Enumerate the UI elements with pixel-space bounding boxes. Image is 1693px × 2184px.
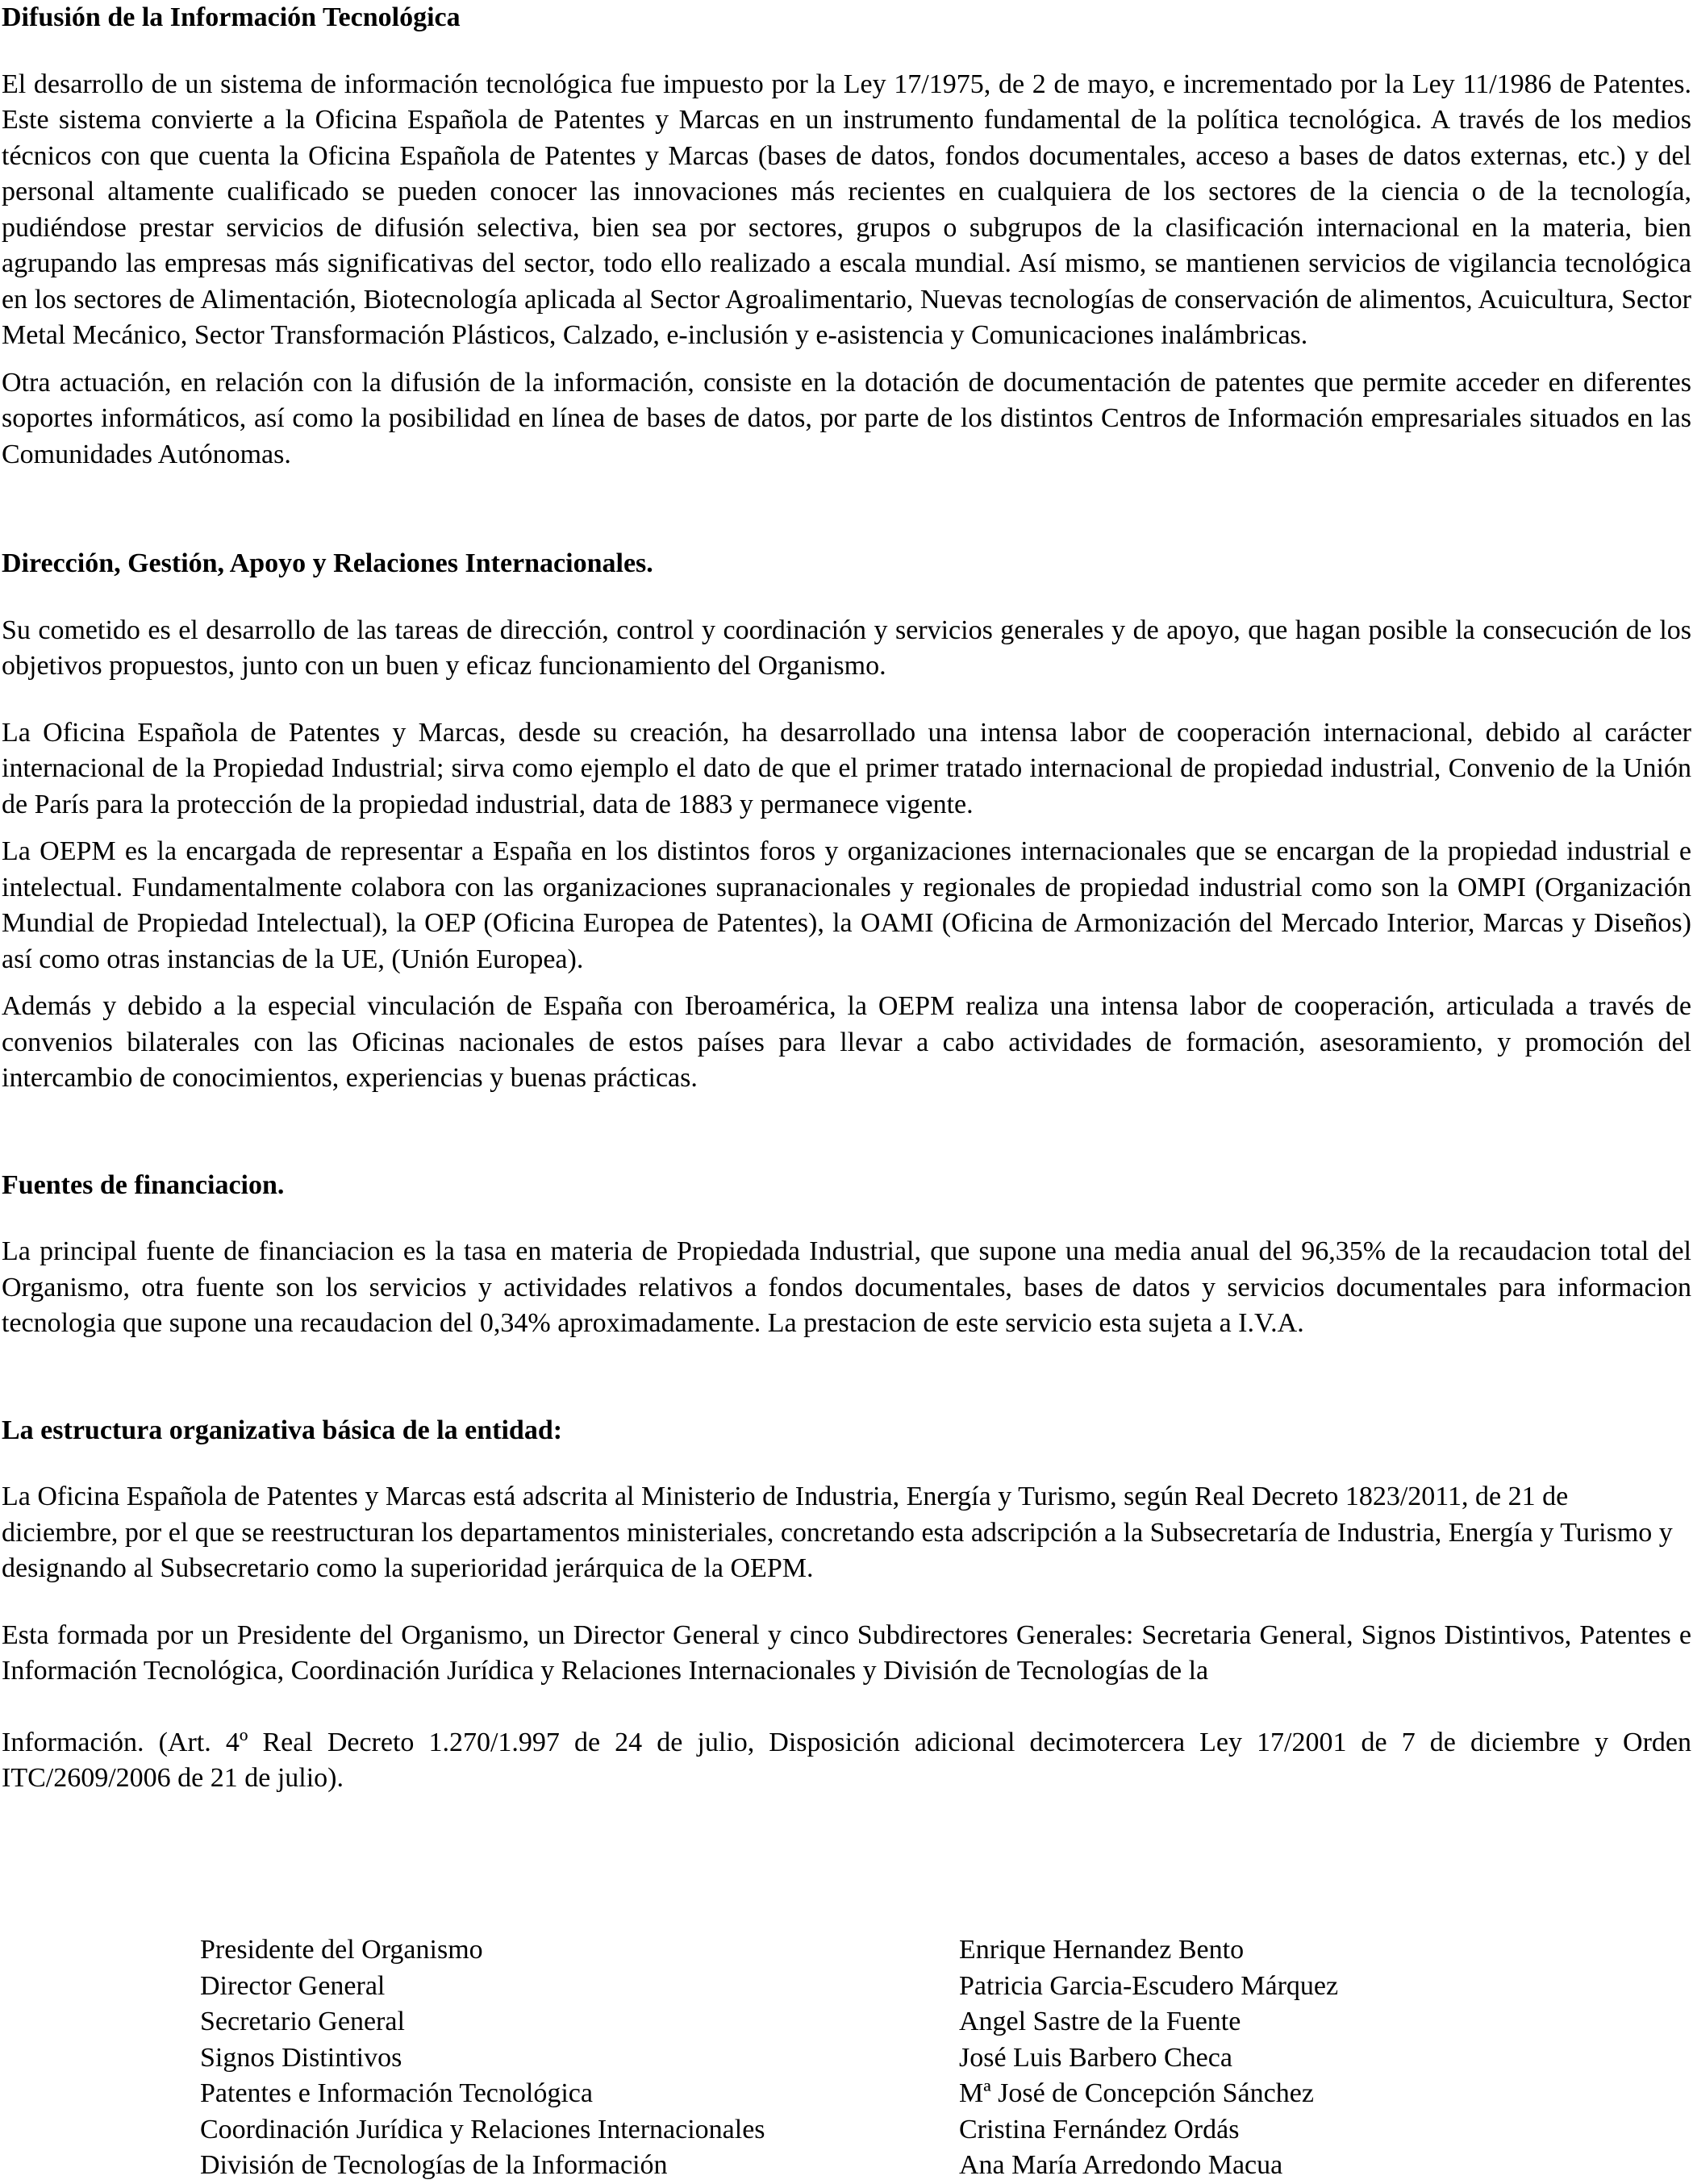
official-row bbox=[0, 2148, 1693, 2184]
paragraph-difusion-2: Otra actuación, en relación con la difusión de la información, consiste en la dotación de documentación de patentes que permite acceder en diferentes soportes informáticos, así como la posibilidad en línea de bases de datos, por parte de los distintos Centros de Información empresariales situados en las Comunidades Autónomas. bbox=[2, 367, 1691, 469]
official-role: Patentes e Información Tecnológica bbox=[200, 2078, 593, 2108]
official-row bbox=[0, 2076, 1693, 2112]
section-heading-financiacion: Fuentes de financiacion. bbox=[2, 1169, 285, 1200]
official-role: División de Tecnologías de la Información bbox=[200, 2150, 668, 2180]
official-name: Ana María Arredondo Macua bbox=[959, 2150, 1283, 2180]
official-role: Director General bbox=[200, 1970, 386, 2001]
official-name: Patricia Garcia-Escudero Márquez bbox=[959, 1970, 1339, 2001]
official-name: José Luis Barbero Checa bbox=[959, 2042, 1232, 2073]
section-heading-direccion: Dirección, Gestión, Apoyo y Relaciones Internacionales. bbox=[2, 548, 653, 578]
official-role: Presidente del Organismo bbox=[200, 1935, 483, 1965]
official-row bbox=[0, 2004, 1693, 2040]
paragraph-difusion-1: El desarrollo de un sistema de información tecnológica fue impuesto por la Ley 17/1975, de 2 de mayo, e incrementado por la Ley 11/1986 de Patentes. Este sistema convierte a la Oficina Española de Patentes y Marcas en un instrumento fundamental de la política tecnológica. A través de los medios técnicos con que cuenta la Oficina Española de Patentes y Marcas (bases de datos, fondos documentales, acceso a bases de datos externas, etc.) y del personal altamente cualificado se pueden conocer las innovaciones más recientes en cualquiera de los sectores de la ciencia o de la tecnología, pudiéndose prestar servicios de difusión selectiva, bien sea por sectores, grupos o subgrupos de la clasificación internacional en la materia, bien agrupando las empresas más significativas del sector, todo ello realizado a escala mundial. Así mismo, se mantienen servicios de vigilancia tecnológica en los sectores de Alimentación, Biotecnología aplicada al Sector Agroalimentario, Nuevas tecnologías de conservación de alimentos, Acuicultura, Sector Metal Mecánico, Sector Transformación Plásticos, Calzado, e-inclusión y e-asistencia y Comunicaciones inalámbricas. bbox=[2, 69, 1691, 350]
paragraph-estructura-3: Información. (Art. 4º Real Decreto 1.270/1.997 de 24 de julio, Disposición adicional decimotercera Ley 17/2001 de 7 de diciembre y Orden ITC/2609/2006 de 21 de julio). bbox=[2, 1727, 1691, 1793]
paragraph-estructura-1: La Oficina Española de Patentes y Marcas está adscrita al Ministerio de Industria, Energía y Turismo, según Real Decreto 1823/2011, de 21 de diciembre, por el que se reestructuran los departamentos ministeriales, concretando esta adscripción a la Subsecretaría de Industria, Energía y Turismo y designando al Subsecretario como la superioridad jerárquica de la OEPM. bbox=[2, 1482, 1673, 1583]
paragraph-estructura-2: Esta formada por un Presidente del Organismo, un Director General y cinco Subdirectores Generales: Secretaria General, Signos Distintivos, Patentes e Información Tecnológica, Coordinación Jurídica y Relaciones Internacionales y División de Tecnologías de la bbox=[2, 1619, 1691, 1686]
official-row bbox=[0, 1969, 1693, 2005]
paragraph-direccion-2: La Oficina Española de Patentes y Marcas, desde su creación, ha desarrollado una intensa labor de cooperación internacional, debido al carácter internacional de la Propiedad Industrial; sirva como ejemplo el dato de que el primer tratado internacional de propiedad industrial, Convenio de la Unión de París para la protección de la propiedad industrial, data de 1883 y permanece vigente. bbox=[2, 717, 1691, 819]
official-name: Enrique Hernandez Bento bbox=[959, 1935, 1245, 1965]
official-row bbox=[0, 1932, 1693, 1969]
official-name: Angel Sastre de la Fuente bbox=[959, 2007, 1241, 2036]
section-heading-difusion: Difusión de la Información Tecnológica bbox=[2, 2, 461, 32]
officials-list bbox=[0, 1932, 1693, 2184]
paragraph-direccion-1: Su cometido es el desarrollo de las tareas de dirección, control y coordinación y servicios generales y de apoyo, que hagan posible la consecución de los objetivos propuestos, junto con un buen y eficaz funcionamiento del Organismo. bbox=[2, 615, 1691, 681]
official-row bbox=[0, 2112, 1693, 2149]
paragraph-financiacion-1: La principal fuente de financiacion es la tasa en materia de Propiedada Industrial, que supone una media anual del 96,35% de la recaudacion total del Organismo, otra fuente son los servicios y actividades relativos a fondos documentales, bases de datos y servicios documentales para informacion tecnologia que supone una recaudacion del 0,34% aproximadamente. La prestacion de este servicio esta sujeta a I.V.A. bbox=[2, 1236, 1691, 1338]
official-role: Secretario General bbox=[200, 2007, 405, 2036]
paragraph-direccion-4: Además y debido a la especial vinculación de España con Iberoamérica, la OEPM realiza una intensa labor de cooperación, articulada a través de convenios bilaterales con las Oficinas nacionales de estos países para llevar a cabo actividades de formación, asesoramiento, y promoción del intercambio de conocimientos, experiencias y buenas prácticas. bbox=[2, 991, 1691, 1093]
official-row bbox=[0, 2040, 1693, 2077]
official-name: Cristina Fernández Ordás bbox=[959, 2114, 1240, 2144]
section-heading-estructura: La estructura organizativa básica de la entidad: bbox=[2, 1415, 563, 1445]
official-role: Signos Distintivos bbox=[200, 2042, 402, 2073]
official-role: Coordinación Jurídica y Relaciones Internacionales bbox=[200, 2114, 765, 2144]
paragraph-direccion-3: La OEPM es la encargada de representar a España en los distintos foros y organizaciones internacionales que se encargan de la propiedad industrial e intelectual. Fundamentalmente colabora con las organizaciones supranacionales y regionales de propiedad industrial como son la OMPI (Organización Mundial de Propiedad Intelectual), la OEP (Oficina Europea de Patentes), la OAMI (Oficina de Armonización del Mercado Interior, Marcas y Diseños) así como otras instancias de la UE, (Unión Europea). bbox=[2, 836, 1691, 974]
official-name: Mª José de Concepción Sánchez bbox=[959, 2078, 1314, 2108]
